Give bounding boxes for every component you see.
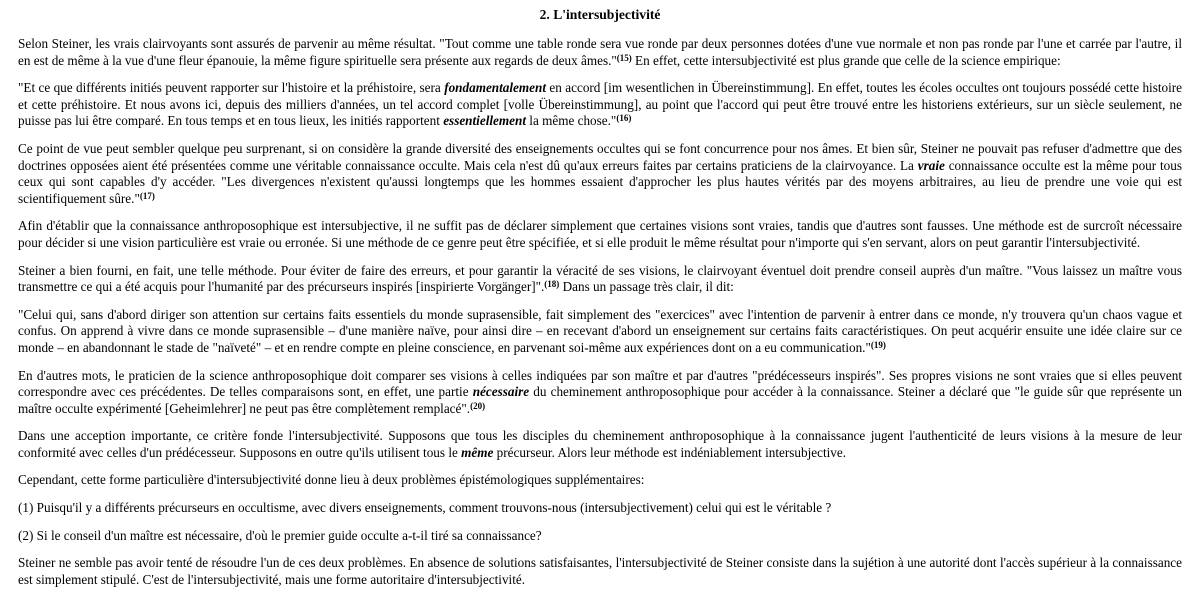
- emphasis-essentiellement: essentiellement: [443, 113, 526, 129]
- paragraph-text: "Celui qui, sans d'abord diriger son attention sur certains faits essentiels du monde suprasensible, fait simplement des "exercices" avec l'intention de parvenir à entrer dans ce monde, n'y trouvera qu'un chaos vague et confus. On apprend à vivre dans ce monde suprasensible – d'une manière naïve, pour ainsi dire – en recevant d'abord un enseignement sur certains faits caractéristiques. On peut acquérir ensuite une idée claire sur ce monde – en abandonnant le stade de "naïveté" – et en rendre compte en pleine conscience, en parvenant soi-même aux expériences dont on a eu communication.": [18, 306, 1182, 355]
- paragraph-text: Dans une acception importante, ce critère fonde l'intersubjectivité. Supposons que tous les disciples du cheminement anthroposophique à la connaissance jugent l'authenticité de leurs visions à la mesure de leur conformité avec celles d'un prédécesseur. Supposons en outre qu'ils utilisent tous le: [18, 428, 1182, 460]
- paragraph-text: la même chose.": [525, 113, 617, 129]
- paragraph-2-quote: [18, 80, 1182, 130]
- footnote-ref-17[interactable]: (17): [139, 190, 155, 201]
- paragraph-1: [18, 36, 1182, 69]
- paragraph-text: "Et ce que différents initiés peuvent rapporter sur l'histoire et la préhistoire, sera: [18, 80, 445, 96]
- paragraph-9: Cependant, cette forme particulière d'intersubjectivité donne lieu à deux problèmes épistémologiques supplémentaires:: [18, 472, 645, 488]
- emphasis-meme: même: [461, 444, 494, 460]
- paragraph-text: Selon Steiner, les vrais clairvoyants sont assurés de parvenir au même résultat. "Tout comme une table ronde sera vue ronde par deux personnes dotées d'une vue normale et non pas ronde par l'une et carrée par l'autre, il en est de même à la vue d'une fleur épanouie, la même figure spirituelle sera présente aux regards de deux âmes.": [18, 36, 1182, 68]
- paragraph-10-problem-1: (1) Puisqu'il y a différents précurseurs en occultisme, avec divers enseignements, comment trouvons-nous (intersubjectivement) celui qui est le véritable ?: [18, 500, 832, 516]
- paragraph-7: [18, 368, 1182, 418]
- footnote-ref-16[interactable]: (16): [616, 113, 632, 124]
- paragraph-text: précurseur. Alors leur méthode est indéniablement intersubjective.: [493, 444, 847, 460]
- emphasis-vraie: vraie: [917, 157, 945, 173]
- footnote-ref-15[interactable]: (15): [616, 52, 632, 63]
- paragraph-6-quote: [18, 307, 1182, 357]
- paragraph-5: [18, 263, 1182, 296]
- section-title: 2. L'intersubjectivité: [539, 7, 661, 22]
- paragraph-3: [18, 141, 1182, 207]
- paragraph-12: Steiner ne semble pas avoir tenté de résoudre l'un de ces deux problèmes. En absence de solutions satisfaisantes, l'intersubjectivité de Steiner consiste dans la sujétion à une autorité dont l'accès supérieur à la connaissance est simplement stipulé. C'est de l'intersubjectivité, mais une forme autoritaire d'intersubjectivité.: [18, 555, 1182, 587]
- paragraph-11-problem-2: (2) Si le conseil d'un maître est nécessaire, d'où le premier guide occulte a-t-il tiré sa connaissance?: [18, 527, 542, 543]
- paragraph-text: connaissance occulte est la même pour tous ceux qui sont capables d'y accéder. "Les divergences n'existent qu'aussi longtemps que les hommes essaient d'approcher les plus hautes vérités par des moyens arbitraires, au lieu de prendre une voie qui est scientifiquement sûre.": [18, 157, 1182, 206]
- paragraph-text: Dans un passage très clair, il dit:: [559, 279, 734, 295]
- paragraph-8: [18, 428, 1182, 461]
- paragraph-text: Ce point de vue peut sembler quelque peu surprenant, si on considère la grande diversité des enseignements occultes qui se font concurrence pour nos âmes. Et bien sûr, Steiner ne pouvait pas refuser d'admettre que des doctrines opposées aient été présentées comme une véritable connaissance occulte. Mais cela n'est dû qu'aux erreurs faites par certains praticiens de la clairvoyance. La: [18, 140, 1182, 173]
- footnote-ref-20[interactable]: (20): [470, 400, 486, 411]
- paragraph-text: En effet, cette intersubjectivité est plus grande que celle de la science empirique:: [631, 52, 1061, 68]
- paragraph-text: En d'autres mots, le praticien de la science anthroposophique doit comparer ses visions à celles indiquées par son maître et par d'autres "prédécesseurs inspirés". Ses propres visions ne sont vraies que si elles peuvent correspondre avec ces précédentes. De telles comparaisons sont, en effet, une partie: [18, 367, 1182, 400]
- paragraph-text: en accord [im wesentlichen in Übereinstimmung]. En effet, toutes les écoles occultes ont toujours possédé cette histoire et cette préhistoire. Et nous avons ici, depuis des milliers d'années, un tel accord complet [volle Übereinstimmung], au point que l'accord qui peut être trouvé entre les historiens extérieurs, sur un siècle seulement, ne puisse pas lui être comparé. En tous temps et en tous lieux, les initiés rapportent: [18, 80, 1183, 129]
- paragraph-text: Steiner a bien fourni, en fait, une telle méthode. Pour éviter de faire des erreurs, et pour garantir la véracité de ses visions, le clairvoyant éventuel doit prendre conseil auprès d'un maître. "Vous laissez un maître vous transmettre ce qui a été acquis pour l'humanité par des précurseurs inspirés [inspirierte Vorgänger]".: [18, 262, 1182, 295]
- footnote-ref-18[interactable]: (18): [544, 279, 560, 290]
- paragraph-text: du cheminement anthroposophique pour accéder à la connaissance. Steiner a déclaré que "le guide sûr que représente un maître occulte expérimenté [Geheimlehrer] ne peut pas être complètement remplacé".: [18, 384, 1182, 416]
- paragraph-4: Afin d'établir que la connaissance anthroposophique est intersubjective, il ne suffit pas de déclarer simplement que certaines visions sont vraies, tandis que d'autres sont fausses. Une méthode est de surcroît nécessaire pour décider si une vision particulière est vraie ou erronée. Si une méthode de ce genre peut être spécifiée, et si elle produit le même résultat pour n'importe qui s'en servant, alors on peut garantir l'intersubjectivité.: [18, 218, 1182, 250]
- footnote-ref-19[interactable]: (19): [870, 339, 886, 350]
- emphasis-fondamentalement: fondamentalement: [444, 80, 547, 96]
- emphasis-necessaire: nécessaire: [472, 384, 530, 400]
